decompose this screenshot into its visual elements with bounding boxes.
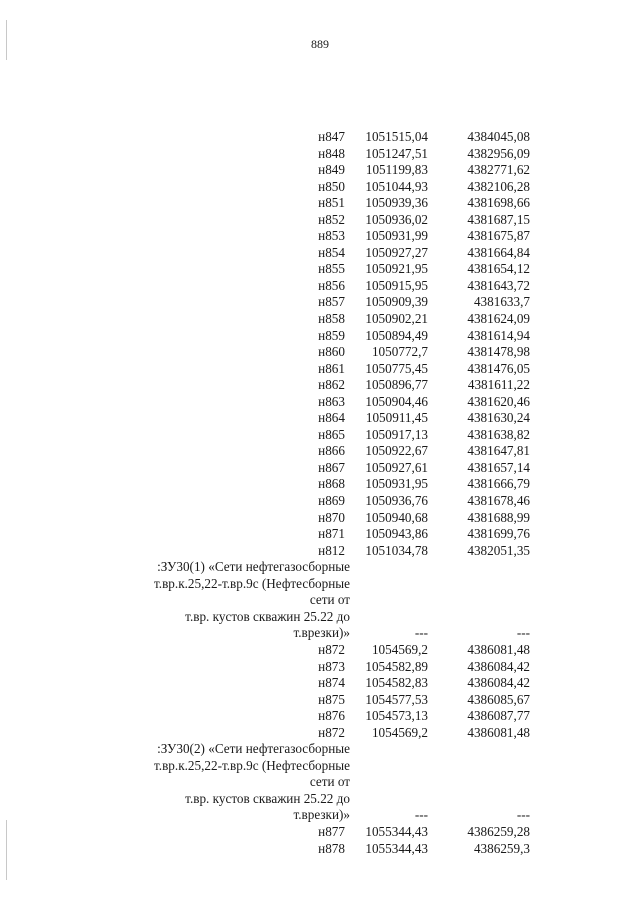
point-id: н849 xyxy=(318,162,345,178)
section-title-line: :ЗУ30(2) «Сети нефтегазосборные xyxy=(157,741,350,757)
coord-x: 1050939,36 xyxy=(365,195,428,211)
coord-y: 4386085,67 xyxy=(467,691,530,707)
section-title-line: т.вр.к.25,22-т.вр.9с (Нефтесборные сети от xyxy=(154,575,350,608)
point-id: н859 xyxy=(318,327,345,343)
coord-y: 4386259,28 xyxy=(467,823,530,839)
table-row xyxy=(130,344,530,361)
coord-y: 4381687,15 xyxy=(467,211,530,227)
coord-y: 4382771,62 xyxy=(467,162,530,178)
table-row xyxy=(130,659,530,676)
table-row xyxy=(130,824,530,841)
coord-y: 4381476,05 xyxy=(467,360,530,376)
coord-y: 4381688,99 xyxy=(467,509,530,525)
coord-x: 1054569,2 xyxy=(371,641,428,657)
table-row xyxy=(130,708,530,725)
table-row xyxy=(130,278,530,295)
point-id: н878 xyxy=(318,840,345,856)
table-row xyxy=(130,543,530,560)
coord-y: 4386081,48 xyxy=(467,641,530,657)
coord-y: 4381654,12 xyxy=(467,261,530,277)
point-id: н858 xyxy=(318,311,345,327)
table-row xyxy=(130,179,530,196)
coord-y: 4381675,87 xyxy=(467,228,530,244)
point-id: н875 xyxy=(318,691,345,707)
table-row xyxy=(130,427,530,444)
table-row xyxy=(130,245,530,262)
point-id: н851 xyxy=(318,195,345,211)
page-number: 889 xyxy=(311,37,329,51)
table-row xyxy=(130,328,530,345)
coord-x: 1051199,83 xyxy=(365,162,428,178)
point-id: н874 xyxy=(318,675,345,691)
coord-x: 1050936,02 xyxy=(365,211,428,227)
point-id: н872 xyxy=(318,724,345,740)
point-id: н869 xyxy=(318,493,345,509)
coord-x: 1054569,2 xyxy=(371,724,428,740)
coordinate-rows-group xyxy=(130,129,530,559)
coord-x: 1050772,7 xyxy=(371,344,428,360)
point-id: н862 xyxy=(318,377,345,393)
coord-x: 1050902,21 xyxy=(365,311,428,327)
section-dash-y: --- xyxy=(516,625,530,641)
coord-x: 1054582,83 xyxy=(365,675,428,691)
table-row xyxy=(130,162,530,179)
coord-y: 4381624,09 xyxy=(467,311,530,327)
coord-x: 1055344,43 xyxy=(365,823,428,839)
table-row xyxy=(130,361,530,378)
coord-x: 1051044,93 xyxy=(365,178,428,194)
table-row xyxy=(130,377,530,394)
coord-x: 1055344,43 xyxy=(365,840,428,856)
coord-x: 1050775,45 xyxy=(365,360,428,376)
table-row xyxy=(130,841,530,858)
table-row xyxy=(130,692,530,709)
table-row xyxy=(130,129,530,146)
point-id: н865 xyxy=(318,426,345,442)
coord-y: 4384045,08 xyxy=(467,129,530,144)
coord-y: 4386087,77 xyxy=(467,708,530,724)
point-id: н852 xyxy=(318,211,345,227)
section-heading xyxy=(130,741,530,824)
section-heading xyxy=(130,559,530,642)
coord-x: 1051515,04 xyxy=(365,129,428,144)
table-row xyxy=(130,675,530,692)
coord-x: 1050921,95 xyxy=(365,261,428,277)
section-title-line: т.вр. кустов скважин 25.22 до т.врезки)» xyxy=(185,608,350,641)
point-id: н847 xyxy=(318,129,345,144)
coord-y: 4382106,28 xyxy=(467,178,530,194)
point-id: н857 xyxy=(318,294,345,310)
point-id: н860 xyxy=(318,344,345,360)
point-id: н868 xyxy=(318,476,345,492)
table-row xyxy=(130,311,530,328)
section-dash-x: --- xyxy=(414,625,428,641)
coord-x: 1050915,95 xyxy=(365,277,428,293)
coord-y: 4381698,66 xyxy=(467,195,530,211)
table-row xyxy=(130,394,530,411)
coord-x: 1050909,39 xyxy=(365,294,428,310)
coordinate-rows-group xyxy=(130,642,530,741)
coord-x: 1050917,13 xyxy=(365,426,428,442)
coord-x: 1051247,51 xyxy=(365,145,428,161)
table-row xyxy=(130,510,530,527)
coord-x: 1050943,86 xyxy=(365,526,428,542)
table-row xyxy=(130,725,530,742)
coord-y: 4386084,42 xyxy=(467,675,530,691)
coord-x: 1050931,99 xyxy=(365,228,428,244)
point-id: н870 xyxy=(318,509,345,525)
table-row xyxy=(130,212,530,229)
section-title-line: :ЗУ30(1) «Сети нефтегазосборные xyxy=(157,559,350,575)
coord-x: 1054582,89 xyxy=(365,658,428,674)
section-title-line: т.вр. кустов скважин 25.22 до т.врезки)» xyxy=(185,790,350,823)
coord-y: 4381630,24 xyxy=(467,410,530,426)
section-dash-x: --- xyxy=(414,807,428,823)
coord-x: 1054573,13 xyxy=(365,708,428,724)
point-id: н848 xyxy=(318,145,345,161)
coord-x: 1050896,77 xyxy=(365,377,428,393)
table-row xyxy=(130,294,530,311)
coord-x: 1051034,78 xyxy=(365,542,428,558)
table-row xyxy=(130,146,530,163)
coord-x: 1050904,46 xyxy=(365,393,428,409)
coord-x: 1050931,95 xyxy=(365,476,428,492)
coord-x: 1050922,67 xyxy=(365,443,428,459)
table-row xyxy=(130,476,530,493)
coord-y: 4386084,42 xyxy=(467,658,530,674)
coord-y: 4381699,76 xyxy=(467,526,530,542)
coord-x: 1054577,53 xyxy=(365,691,428,707)
coord-y: 4381614,94 xyxy=(467,327,530,343)
table-row xyxy=(130,493,530,510)
point-id: н866 xyxy=(318,443,345,459)
coord-y: 4381478,98 xyxy=(467,344,530,360)
coord-y: 4382956,09 xyxy=(467,145,530,161)
coord-x: 1050927,27 xyxy=(365,244,428,260)
coordinate-rows-group xyxy=(130,824,530,857)
coord-y: 4386081,48 xyxy=(467,724,530,740)
coord-x: 1050894,49 xyxy=(365,327,428,343)
coord-y: 4381678,46 xyxy=(467,493,530,509)
coord-y: 4381611,22 xyxy=(467,377,530,393)
table-row xyxy=(130,460,530,477)
coord-x: 1050911,45 xyxy=(365,410,428,426)
point-id: н861 xyxy=(318,360,345,376)
section-title-line: т.вр.к.25,22-т.вр.9с (Нефтесборные сети от xyxy=(154,757,350,790)
point-id: н854 xyxy=(318,244,345,260)
point-id: н812 xyxy=(318,542,345,558)
table-row xyxy=(130,261,530,278)
table-row xyxy=(130,443,530,460)
point-id: н873 xyxy=(318,658,345,674)
point-id: н871 xyxy=(318,526,345,542)
coord-y: 4381620,46 xyxy=(467,393,530,409)
coord-y: 4381643,72 xyxy=(467,277,530,293)
table-row xyxy=(130,526,530,543)
coord-y: 4386259,3 xyxy=(473,840,530,856)
coord-y: 4381647,81 xyxy=(467,443,530,459)
coord-x: 1050927,61 xyxy=(365,459,428,475)
table-row xyxy=(130,195,530,212)
point-id: н864 xyxy=(318,410,345,426)
coord-x: 1050940,68 xyxy=(365,509,428,525)
scan-margin-mark xyxy=(6,820,7,880)
point-id: н856 xyxy=(318,277,345,293)
point-id: н877 xyxy=(318,823,345,839)
coord-y: 4382051,35 xyxy=(467,542,530,558)
point-id: н853 xyxy=(318,228,345,244)
point-id: н855 xyxy=(318,261,345,277)
table-row xyxy=(130,410,530,427)
coord-y: 4381664,84 xyxy=(467,244,530,260)
point-id: н867 xyxy=(318,459,345,475)
coord-y: 4381638,82 xyxy=(467,426,530,442)
section-dash-y: --- xyxy=(516,807,530,823)
point-id: н872 xyxy=(318,641,345,657)
coord-y: 4381666,79 xyxy=(467,476,530,492)
coord-y: 4381633,7 xyxy=(473,294,530,310)
point-id: н876 xyxy=(318,708,345,724)
point-id: н863 xyxy=(318,393,345,409)
table-row xyxy=(130,228,530,245)
coord-y: 4381657,14 xyxy=(467,459,530,475)
point-id: н850 xyxy=(318,178,345,194)
table-row xyxy=(130,642,530,659)
coord-x: 1050936,76 xyxy=(365,493,428,509)
coordinate-table xyxy=(130,129,530,857)
